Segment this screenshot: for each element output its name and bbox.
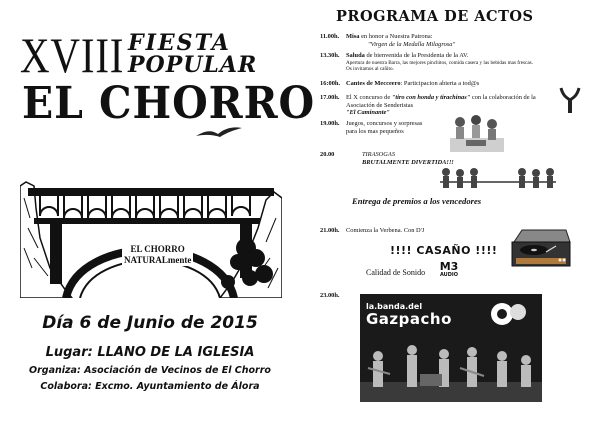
event-text-a: El X concurso de <box>346 94 392 101</box>
tug-of-war-illustration <box>438 164 558 194</box>
event-body <box>346 33 455 48</box>
collaborator-line: Colabora: Excmo. Ayuntamiento de Álora <box>40 381 260 392</box>
event-line2: "Virgen de la Medalla Milagrosa" <box>368 40 456 48</box>
event-line3: Os invitamos al cañito. <box>346 66 394 72</box>
right-panel <box>300 0 600 424</box>
event-line2: Asociación de Senderistas <box>346 101 414 109</box>
event-time: 19.00h. <box>320 120 340 127</box>
event-body <box>346 52 582 72</box>
popular-heading: POPULAR <box>128 52 258 78</box>
program-title: PROGRAMA DE ACTOS <box>336 8 534 25</box>
event-title: Saluda <box>346 52 365 59</box>
bird-icon <box>196 124 242 140</box>
sound-quality-text: Calidad de Sonido <box>366 268 426 277</box>
event-line2: para los mas pequeños <box>346 127 404 135</box>
event-body <box>346 227 424 235</box>
event-line3: "El Caminante" <box>346 109 390 117</box>
event-title: Cantes de Mecceero <box>346 80 401 87</box>
edition-number: XVIII <box>20 27 125 83</box>
event-text: en honor a Nuestra Patrona: <box>359 33 433 40</box>
band-members-photo <box>360 334 542 402</box>
bridge-label <box>122 244 193 266</box>
event-time: 16:00h. <box>320 80 341 87</box>
event-time: 21.00h. <box>320 227 340 234</box>
organizer-line: Organiza: Asociación de Vecinos de El Chorro <box>29 365 271 376</box>
band-name-line2: Gazpacho <box>366 310 452 328</box>
bridge-label-line1: EL CHORRO <box>130 244 185 254</box>
event-text: TIRASOGAS <box>362 151 396 158</box>
bridge-label-line2: NATURALmente <box>124 255 192 265</box>
band-photo <box>360 294 542 402</box>
event-body <box>346 80 479 88</box>
event-date: Día 6 de Junio de 2015 <box>42 313 258 333</box>
m3-audio-logo <box>434 261 464 278</box>
event-body <box>346 120 422 135</box>
place-heading: EL CHORRO <box>22 78 316 129</box>
event-time: 11.00h. <box>320 33 340 40</box>
event-text: Juegos, concursos y sorpresas <box>346 120 423 127</box>
event-text: con la colaboración de la <box>470 94 536 101</box>
fiesta-heading: FIESTA <box>128 30 231 56</box>
kids-playing-illustration <box>450 110 504 154</box>
band-name-line1: la.banda.del <box>366 302 423 311</box>
event-time: 23.00h. <box>320 292 340 299</box>
event-title: Misa <box>346 33 360 40</box>
bridge-illustration <box>20 178 282 298</box>
event-time: 20.00 <box>320 151 335 158</box>
event-time: 13.30h. <box>320 52 340 59</box>
event-line2: Apertura de nuestra Barra, las mejores pinchitos, comida casera y las bebidas mas frescas. <box>346 59 533 66</box>
m3-sub: AUDIO <box>439 272 459 278</box>
turntable-icon <box>510 228 572 274</box>
event-time: 17.00h. <box>320 94 340 101</box>
event-text: de bienvenida de la Presidenta de la AV. <box>364 52 469 59</box>
event-venue: Lugar: LLANO DE LA IGLESIA <box>45 345 255 360</box>
event-text: : Participacion abierta a tod@s <box>400 80 480 87</box>
slingshot-icon <box>558 86 582 114</box>
event-title: "tiro con honda y tirachinas" <box>391 94 471 101</box>
dj-name: !!!! CASAÑO !!!! <box>390 244 498 257</box>
prizes-text: Entrega de premios a los vencedores <box>352 196 482 206</box>
event-text: Comienza la Verbena. Con D'J <box>346 227 425 234</box>
band-logo-icon <box>488 298 528 330</box>
m3-brand: M3 <box>439 260 459 273</box>
event-line2: BRUTALMENTE DIVERTIDA!!! <box>362 158 454 166</box>
